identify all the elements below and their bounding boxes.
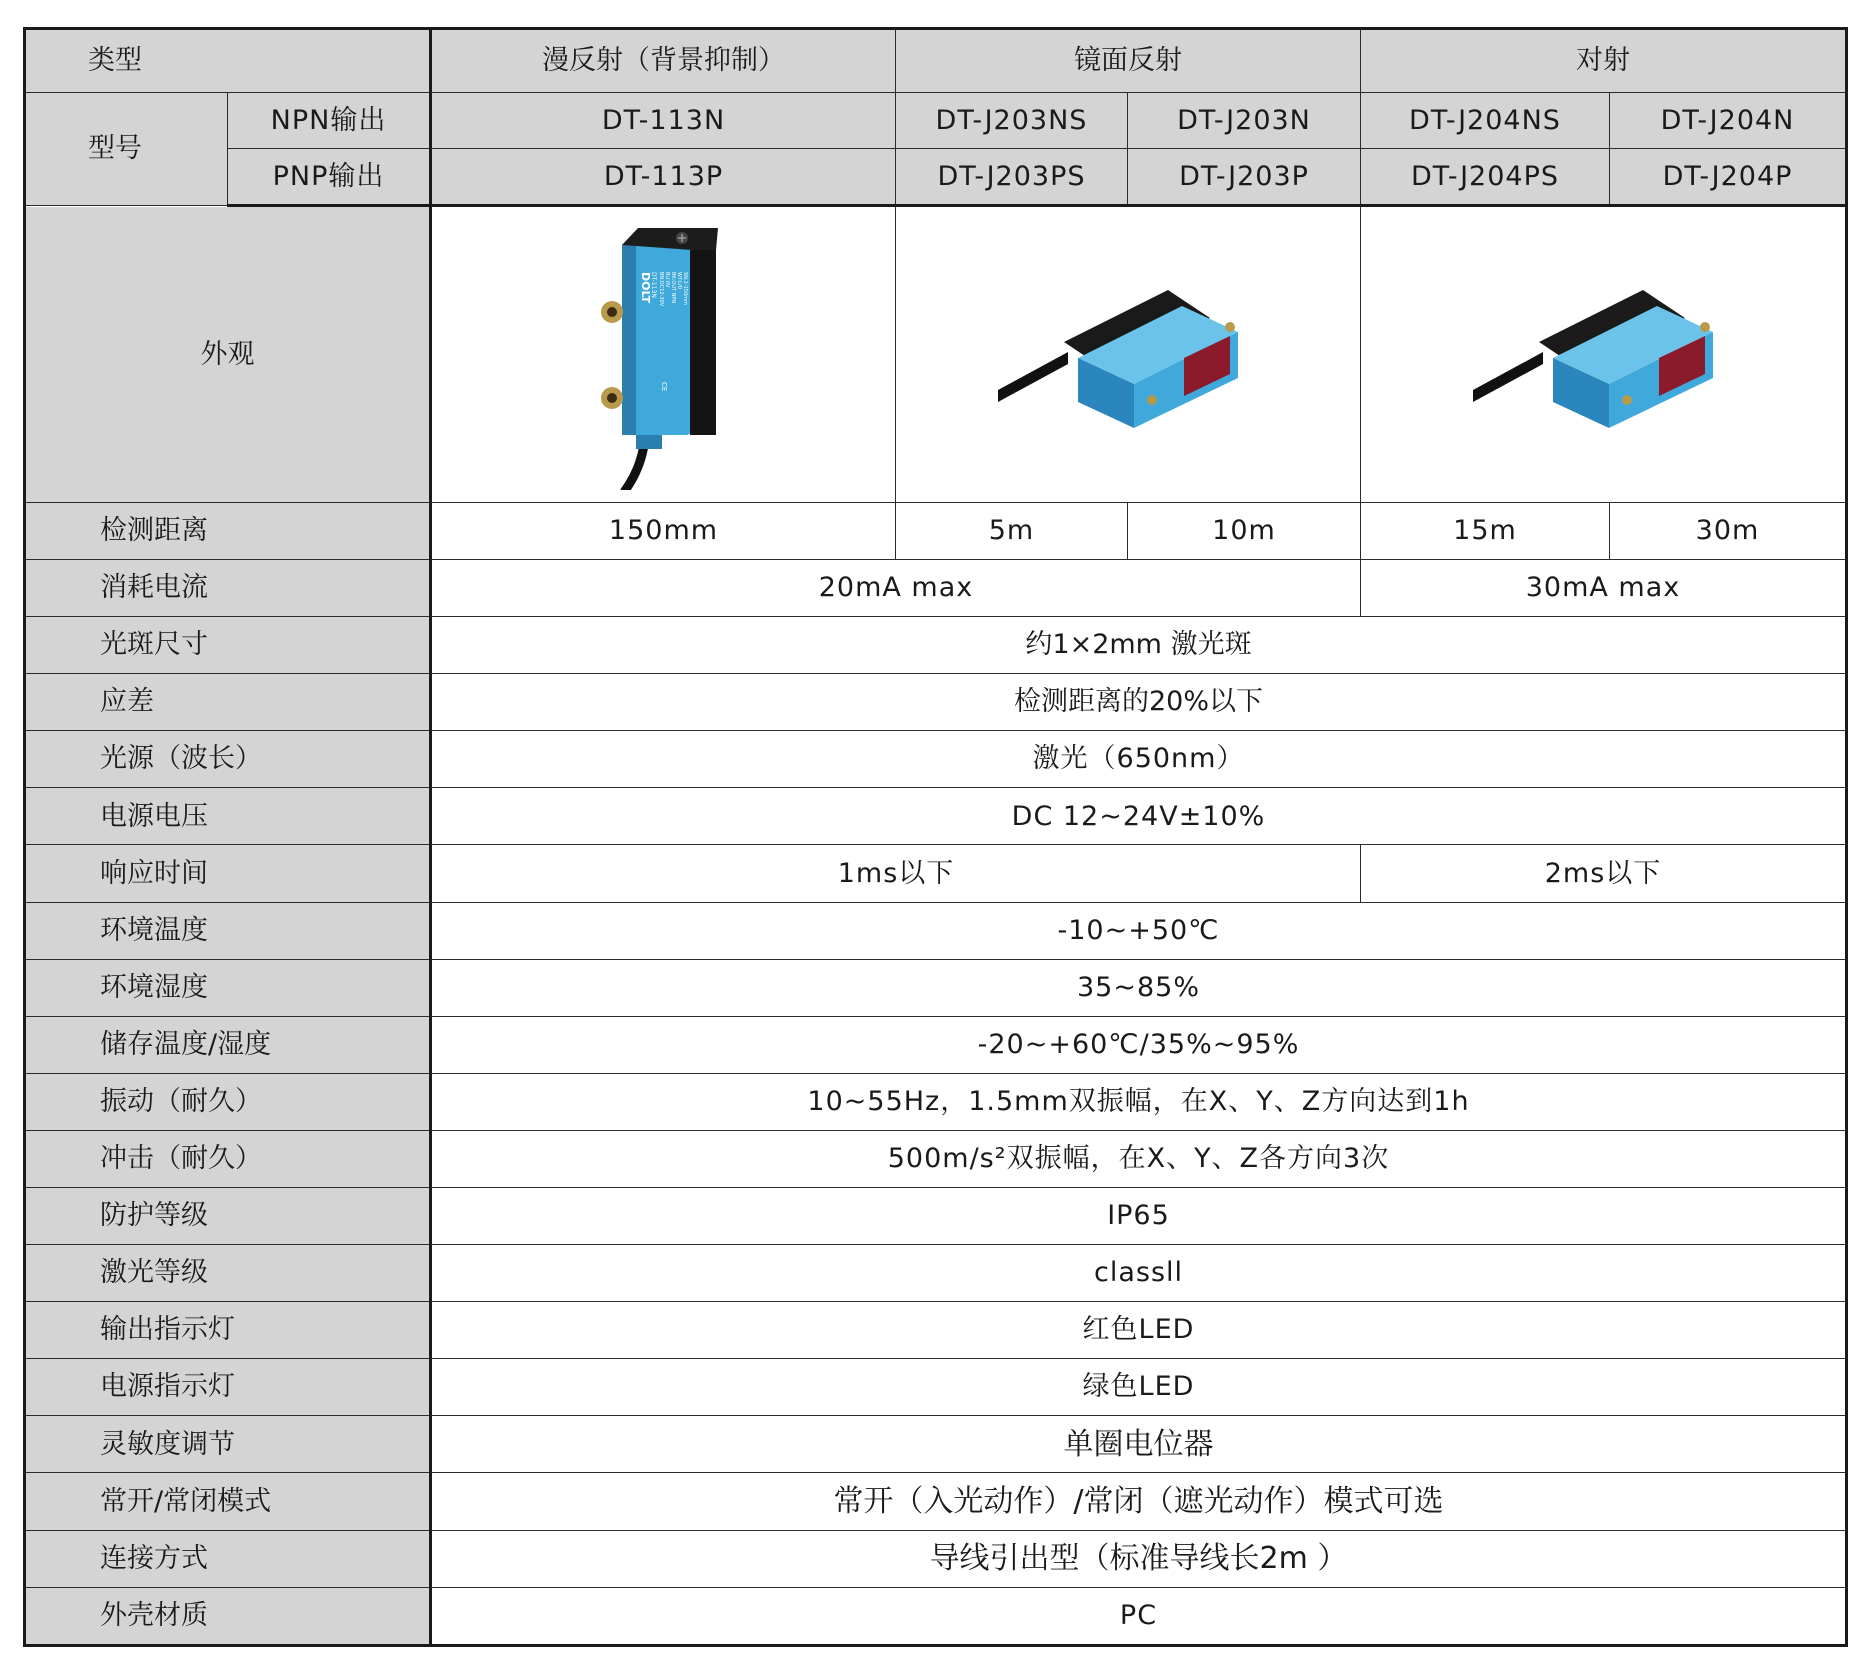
type-through: 对射	[1361, 29, 1847, 93]
row-material	[25, 1587, 1847, 1645]
row-protection	[25, 1187, 1847, 1244]
distance-value: 150mm	[431, 502, 896, 559]
mode-label: 常开/常闭模式	[25, 1473, 431, 1530]
storage-value: -20~+60℃/35%~95%	[431, 1016, 1847, 1073]
pnp-model-4: DT-J204PS	[1361, 149, 1610, 206]
npn-model-2: DT-J203NS	[896, 93, 1128, 149]
row-type	[25, 29, 1847, 93]
product-spec-line: BK:OUT NPN	[669, 271, 676, 303]
npn-model-4: DT-J204NS	[1361, 93, 1610, 149]
spec-table	[23, 27, 1848, 1647]
row-source	[25, 731, 1847, 788]
humidity-label: 环境湿度	[25, 959, 431, 1016]
product-spec-line: SN:2-150mm	[681, 271, 688, 305]
storage-label: 储存温度/湿度	[25, 1016, 431, 1073]
voltage-label: 电源电压	[25, 788, 431, 845]
response-label: 响应时间	[25, 845, 431, 902]
vibration-label: 振动（耐久）	[25, 1073, 431, 1130]
row-appearance	[25, 206, 1847, 503]
current-label: 消耗电流	[25, 559, 431, 616]
row-connection	[25, 1530, 1847, 1587]
laser-class-value: classll	[431, 1245, 1847, 1302]
distance-value: 15m	[1361, 502, 1610, 559]
connection-value: 导线引出型（标准导线长2m ）	[431, 1530, 1847, 1587]
row-hysteresis	[25, 674, 1847, 731]
hysteresis-label: 应差	[25, 674, 431, 731]
brand-mark: DOLT	[638, 271, 652, 303]
row-vibration	[25, 1073, 1847, 1130]
temp-label: 环境温度	[25, 902, 431, 959]
model-label: 型号	[25, 93, 228, 206]
appearance-mirror	[896, 206, 1361, 503]
row-voltage	[25, 788, 1847, 845]
protection-label: 防护等级	[25, 1187, 431, 1244]
material-label: 外壳材质	[25, 1587, 431, 1645]
power-led-value: 绿色LED	[431, 1359, 1847, 1416]
row-temp	[25, 902, 1847, 959]
power-led-label: 电源指示灯	[25, 1359, 431, 1416]
row-storage	[25, 1016, 1847, 1073]
voltage-value: DC 12~24V±10%	[431, 788, 1847, 845]
row-output-led	[25, 1302, 1847, 1359]
source-label: 光源（波长）	[25, 731, 431, 788]
row-spot	[25, 617, 1847, 674]
sensitivity-label: 灵敏度调节	[25, 1416, 431, 1473]
appearance-through	[1361, 206, 1847, 503]
protection-value: IP65	[431, 1187, 1847, 1244]
response-value: 2ms以下	[1361, 845, 1847, 902]
current-value: 30mA max	[1361, 559, 1847, 616]
npn-model-5: DT-J204N	[1610, 93, 1847, 149]
row-current	[25, 559, 1847, 616]
mode-value: 常开（入光动作）/常闭（遮光动作）模式可选	[431, 1473, 1847, 1530]
product-model-print: DT-113N	[649, 271, 657, 298]
material-value: PC	[431, 1587, 1847, 1645]
row-shock	[25, 1130, 1847, 1187]
product-spec-line: BU:0V	[663, 271, 670, 287]
vibration-value: 10~55Hz，1.5mm双振幅，在X、Y、Z方向达到1h	[431, 1073, 1847, 1130]
product-spec-line: BN:DC12-30V	[657, 271, 664, 306]
row-power-led	[25, 1359, 1847, 1416]
diffuse-sensor-image	[594, 220, 734, 490]
row-npn	[25, 93, 1847, 149]
type-mirror: 镜面反射	[896, 29, 1361, 93]
type-diffuse: 漫反射（背景抑制）	[431, 29, 896, 93]
product-spec-line: WT:L/D	[675, 271, 682, 290]
npn-label: NPN输出	[228, 93, 431, 149]
appearance-label: 外观	[25, 206, 431, 503]
mirror-sensor-image	[998, 270, 1258, 440]
pnp-model-3: DT-J203P	[1128, 149, 1361, 206]
hysteresis-value: 检测距离的20%以下	[431, 674, 1847, 731]
type-label: 类型	[25, 29, 431, 93]
current-value: 20mA max	[431, 559, 1361, 616]
response-value: 1ms以下	[431, 845, 1361, 902]
laser-class-label: 激光等级	[25, 1245, 431, 1302]
distance-label: 检测距离	[25, 502, 431, 559]
spot-label: 光斑尺寸	[25, 617, 431, 674]
distance-value: 10m	[1128, 502, 1361, 559]
row-pnp	[25, 149, 1847, 206]
through-beam-sensor-image	[1473, 270, 1733, 440]
row-response	[25, 845, 1847, 902]
shock-value: 500m/s²双振幅，在X、Y、Z各方向3次	[431, 1130, 1847, 1187]
source-value: 激光（650nm）	[431, 731, 1847, 788]
shock-label: 冲击（耐久）	[25, 1130, 431, 1187]
distance-value: 5m	[896, 502, 1128, 559]
appearance-diffuse	[431, 206, 896, 503]
distance-value: 30m	[1610, 502, 1847, 559]
pnp-model-2: DT-J203PS	[896, 149, 1128, 206]
sensitivity-value: 单圈电位器	[431, 1416, 1847, 1473]
npn-model-3: DT-J203N	[1128, 93, 1361, 149]
temp-value: -10~+50℃	[431, 902, 1847, 959]
output-led-value: 红色LED	[431, 1302, 1847, 1359]
output-led-label: 输出指示灯	[25, 1302, 431, 1359]
connection-label: 连接方式	[25, 1530, 431, 1587]
spot-value: 约1×2mm 激光斑	[431, 617, 1847, 674]
npn-model-1: DT-113N	[431, 93, 896, 149]
humidity-value: 35~85%	[431, 959, 1847, 1016]
pnp-model-5: DT-J204P	[1610, 149, 1847, 206]
pnp-model-1: DT-113P	[431, 149, 896, 206]
row-sensitivity	[25, 1416, 1847, 1473]
row-humidity	[25, 959, 1847, 1016]
row-laser-class	[25, 1245, 1847, 1302]
pnp-label: PNP输出	[228, 149, 431, 206]
row-distance	[25, 502, 1847, 559]
ce-mark: CE	[659, 381, 668, 391]
row-mode	[25, 1473, 1847, 1530]
